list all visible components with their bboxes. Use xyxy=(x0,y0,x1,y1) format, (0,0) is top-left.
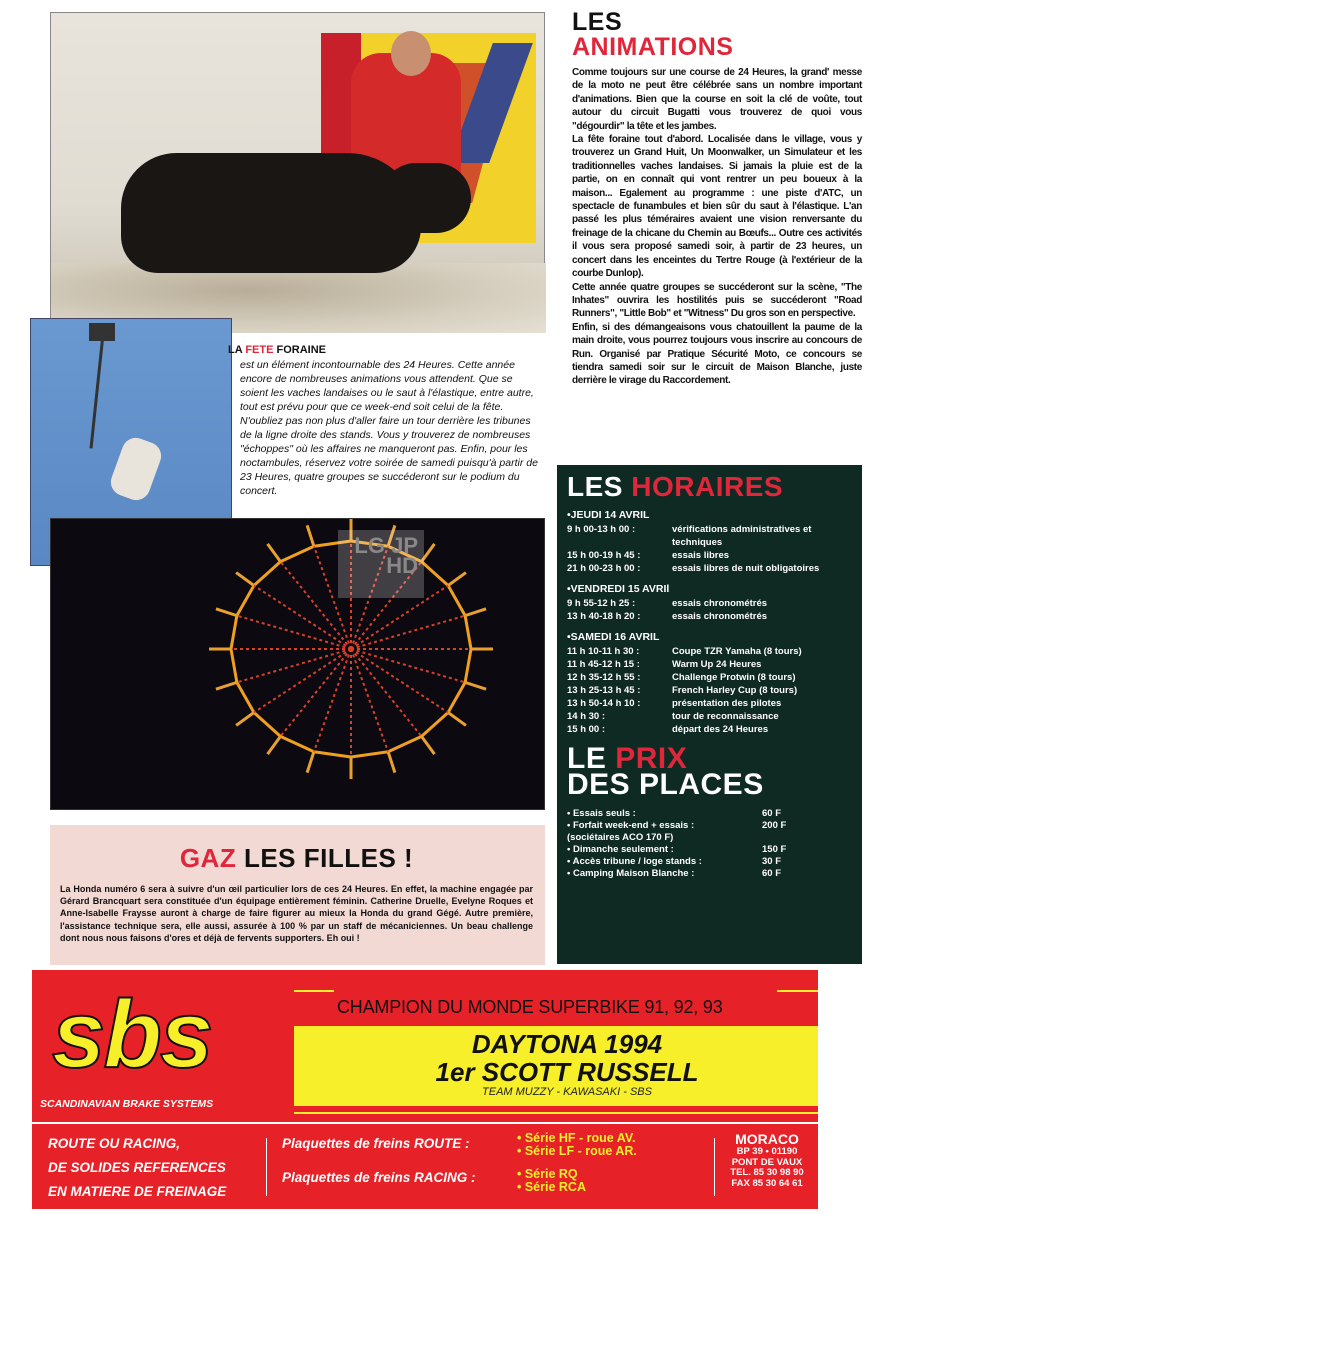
moraco-contact: MORACO BP 39 • 01190 PONT DE VAUX TEL. 85 30 98 90 FAX 85 30 64 61 xyxy=(730,1131,804,1189)
price-row xyxy=(567,856,862,868)
watermark: LG JP HD xyxy=(338,530,424,598)
caption-title: LA FETE FORAINE xyxy=(228,344,327,356)
wheel-rim-segment xyxy=(351,752,388,757)
ferris-wheel-illustration xyxy=(51,519,546,811)
route-slogan: ROUTE OU RACING, DE SOLIDES REFERENCES EN MATIERE DE FREINAGE xyxy=(48,1136,227,1199)
wheel-gondola xyxy=(388,752,395,773)
wheel-spoke xyxy=(351,649,448,712)
animations-paragraph: Cette année quatre groupes se succéderont sur la scène, "The Inhates" ouvrira les hostilités puis se succéderont "Road Runners", "Little Bob" et "Witness" Du gros son en perspective. xyxy=(572,281,862,320)
schedule-row xyxy=(567,597,862,610)
schedule-day: •VENDREDI 15 AVRIl xyxy=(567,583,670,595)
wheel-spoke xyxy=(254,649,351,712)
wheel-rim-segment xyxy=(231,616,237,649)
price-label: • Forfait week-end + essais : xyxy=(567,820,695,831)
wheel-rim-segment xyxy=(280,736,313,751)
gaz-text: La Honda numéro 6 sera à suivre d'un œil particulier lors de ces 24 Heures. En effet, la machine engagée par Gérard Brancquart sera constituée d'un équipage entièrement féminin. Catherine Druelle, Evelyne Roques et Anne-Isabelle Fraysse auront à charge de faire figurer au mieux la Honda du grand Gégé. Autre première, l'assistance technique sera, elle aussi, assurée à 100 % par un staff de mécaniciennes. Un beau challenge dont nous nous faisons d'ores et déjà de fervents supporters. Eh oui ! xyxy=(60,884,533,943)
schedule-row xyxy=(567,610,862,623)
caption-text: est un élément incontournable des 24 Heures. Cette année encore de nombreuses animations vous attendent. Que se soient les vaches landaises ou le saut à l'élastique, entre autre, tout est prévu pour que ce week-end soit celui de la fête. N'oubliez pas non plus d'aller faire un tour derrière les tribunes de la ligne droite des stands. Vous y trouverez de nombreuses "échoppes" où les affaires ne manqueront pas. Enfin, pour les noctambules, réservez votre soirée de samedi puisqu'à partir de 23 Heures, quatre groupes se succéderont sur le podium du concert. xyxy=(240,359,538,497)
schedule-event: Challenge Protwin (8 tours) xyxy=(672,672,796,683)
schedule xyxy=(567,509,862,736)
price-value: 200 F xyxy=(762,820,787,831)
wheel-gondola xyxy=(465,682,486,689)
wheel-spoke xyxy=(314,649,351,752)
photo-bull-fight xyxy=(50,12,545,330)
wheel-rim-segment xyxy=(465,649,471,682)
wheel-rim-segment xyxy=(280,546,313,561)
daytona-text: DAYTONA 1994 1er SCOTT RUSSELL xyxy=(435,1029,699,1087)
sbs-advertisement xyxy=(32,970,1322,1357)
wheel-rim-segment xyxy=(388,736,421,751)
wheel-gondola xyxy=(268,544,281,562)
schedule-row xyxy=(567,523,862,549)
schedule-row xyxy=(567,549,862,562)
sbs-subtitle: SCANDINAVIAN BRAKE SYSTEMS xyxy=(40,1098,214,1110)
gaz-les-filles-box xyxy=(50,825,545,965)
wheel-gondola xyxy=(236,573,254,586)
horaires-panel xyxy=(557,465,862,964)
wheel-spoke xyxy=(254,586,351,649)
photo-ferris-wheel-night xyxy=(50,518,545,810)
prix-section xyxy=(567,742,862,880)
animations-paragraph: La fête foraine tout d'abord. Localisée dans le village, vous y trouverez un Grand Huit, Un Moonwalker, un Simulateur et les traditionnelles vaches landaises. Si jamais la pluie est de la partie, on en connaît qui vont rentrer un peu boueux à la maison... Egalement au programme : une piste d'ATC, un spectacle de funambules et bien sûr du saut à l'élastique. L'an passé les plus téméraires avaient une vision renversante du freinage de la chicane du Chemin au Bœufs... Outre ces activités il vous sera proposé samedi soir, à partir de 23 heures, un concert dans les enceintes du Tertre Rouge (à l'extérieur de la courbe Dunlop). xyxy=(572,134,862,280)
schedule-row xyxy=(567,562,862,575)
price-value: 60 F xyxy=(762,808,782,819)
animations-body xyxy=(572,66,862,388)
animations-heading: LES ANIMATIONS xyxy=(572,8,734,61)
wheel-rim-segment xyxy=(314,752,351,757)
wheel-rim-segment xyxy=(237,586,254,616)
schedule-row xyxy=(567,710,862,723)
schedule-row xyxy=(567,684,862,697)
schedule-row xyxy=(567,723,862,736)
schedule-event: présentation des pilotes xyxy=(672,698,782,709)
horaires-heading: LES HORAIRES xyxy=(567,471,784,502)
wheel-gondola xyxy=(216,609,237,616)
wheel-spoke xyxy=(280,649,351,736)
schedule-time: 21 h 00-23 h 00 : xyxy=(567,563,641,574)
schedule-event: French Harley Cup (8 tours) xyxy=(672,685,798,696)
wheel-gondola xyxy=(307,525,314,546)
plaquettes-labels: Plaquettes de freins ROUTE : Plaquettes de freins RACING : xyxy=(282,1136,476,1185)
price-row xyxy=(567,868,862,880)
schedule-event: essais chronométrés xyxy=(672,611,768,622)
series-list: • Série HF - roue AV. • Série LF - roue AR. • Série RQ • Série RCA xyxy=(517,1131,637,1194)
wheel-rim-segment xyxy=(448,586,465,616)
wheel-rim-segment xyxy=(448,682,465,712)
schedule-time: 13 h 25-13 h 45 : xyxy=(567,685,641,696)
wheel-rim-segment xyxy=(422,562,449,586)
price-row xyxy=(567,844,862,856)
wheel-rim-segment xyxy=(465,616,471,649)
wheel-rim-segment xyxy=(231,649,237,682)
wheel-rim-segment xyxy=(237,682,254,712)
animations-paragraph: Comme toujours sur une course de 24 Heures, la grand' messe de la moto ne peut être célébrée sans un nombre important d'animations. Bien que la course en soit la clé de voûte, tout autour du circuit Bugatti vous trouverez de quoi vous "dégourdir" la tête et les jambes. xyxy=(572,67,862,132)
schedule-time: 15 h 00-19 h 45 : xyxy=(567,550,641,561)
wheel-rim-segment xyxy=(254,712,281,736)
schedule-time: 11 h 45-12 h 15 : xyxy=(567,659,640,670)
schedule-row xyxy=(567,697,862,710)
wheel-rim-segment xyxy=(254,562,281,586)
schedule-event: essais chronométrés xyxy=(672,598,768,609)
schedule-event: départ des 24 Heures xyxy=(672,724,769,735)
price-list xyxy=(567,808,862,880)
champion-title: CHAMPION DU MONDE SUPERBIKE 91, 92, 93 xyxy=(337,997,723,1017)
wheel-gondola xyxy=(448,712,466,725)
wheel-gondola xyxy=(236,712,254,725)
wheel-rim-segment xyxy=(422,712,449,736)
animations-paragraph: Enfin, si des démangeaisons vous chatouillent la paume de la main droite, vous pourrez toujours vous inscrire au concours de Run. Organisé par Pratique Sécurité Moto, ce concours se tiendra samedi soir sur le circuit de Maison Blanche, juste derrière le virage du Raccordement. xyxy=(572,321,862,387)
schedule-time: 12 h 35-12 h 55 : xyxy=(567,672,641,683)
schedule-row xyxy=(567,645,862,658)
wheel-gondola xyxy=(448,573,466,586)
schedule-time: 13 h 50-14 h 10 : xyxy=(567,698,641,709)
schedule-event: essais libres xyxy=(672,550,730,561)
schedule-event: vérifications administratives et techniques xyxy=(672,524,812,548)
ad-tagline: LA PUISSANCE QUI VOUS STOPPE. xyxy=(50,1346,1322,1357)
wheel-gondola xyxy=(216,682,237,689)
wheel-gondola xyxy=(307,752,314,773)
sbs-logo: sbs xyxy=(52,981,212,1088)
price-label: • Accès tribune / loge stands : xyxy=(567,856,702,867)
wheel-spoke xyxy=(237,616,351,649)
price-row xyxy=(567,808,862,820)
price-label: • Essais seuls : xyxy=(567,808,636,819)
schedule-event: Warm Up 24 Heures xyxy=(672,659,762,670)
schedule-event: Coupe TZR Yamaha (8 tours) xyxy=(672,646,802,657)
schedule-day: •JEUDI 14 AVRIL xyxy=(567,509,650,521)
schedule-row xyxy=(567,658,862,671)
price-row xyxy=(567,832,862,844)
price-value: 60 F xyxy=(762,868,782,879)
wheel-spoke xyxy=(237,649,351,682)
schedule-time: 14 h 30 : xyxy=(567,711,606,722)
schedule-row xyxy=(567,671,862,684)
schedule-event: tour de reconnaissance xyxy=(672,711,779,722)
schedule-time: 9 h 00-13 h 00 : xyxy=(567,524,636,535)
schedule-day: •SAMEDI 16 AVRIL xyxy=(567,631,660,643)
price-label: • Camping Maison Blanche : xyxy=(567,868,695,879)
gaz-heading: GAZ LES FILLES ! xyxy=(179,843,414,873)
schedule-time: 15 h 00 : xyxy=(567,724,606,735)
price-value: 30 F xyxy=(762,856,782,867)
schedule-time: 9 h 55-12 h 25 : xyxy=(567,598,636,609)
wheel-spoke xyxy=(351,649,465,682)
schedule-time: 11 h 10-11 h 30 : xyxy=(567,646,640,657)
schedule-event: essais libres de nuit obligatoires xyxy=(672,563,820,574)
fete-foraine-caption xyxy=(228,343,540,498)
wheel-spoke xyxy=(351,616,465,649)
price-label: • Dimanche seulement : xyxy=(567,844,674,855)
price-value: 150 F xyxy=(762,844,787,855)
prix-heading: LE PRIX DES PLACES xyxy=(567,742,764,801)
team-text: TEAM MUZZY - KAWASAKI - SBS xyxy=(482,1086,652,1098)
schedule-time: 13 h 40-18 h 20 : xyxy=(567,611,641,622)
wheel-gondola xyxy=(465,609,486,616)
animations-article xyxy=(572,10,862,388)
wheel-spoke xyxy=(351,649,388,752)
wheel-gondola xyxy=(268,736,281,754)
wheel-spoke xyxy=(351,649,422,736)
price-row xyxy=(567,820,862,832)
wheel-gondola xyxy=(422,736,435,754)
price-label: (sociétaires ACO 170 F) xyxy=(567,832,674,843)
